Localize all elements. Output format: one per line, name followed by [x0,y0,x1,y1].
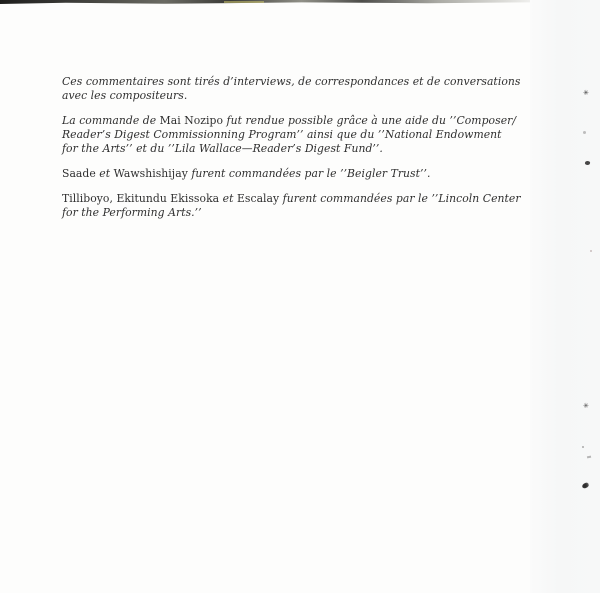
work-title: Saade [62,167,96,180]
booklet-text [62,75,532,231]
paragraph [62,75,532,103]
text-segment: furent commandées par le ’’Lincoln Center [279,192,521,205]
text-segment: et [95,167,114,180]
paragraph [62,192,532,220]
scan-speck: ✳ [583,402,589,410]
text-segment: for the Arts’’ et du ’’Lila Wallace—Reader’s Digest Fund’’. [62,142,383,155]
scan-speck: ✳ [583,89,589,97]
work-title: Mai Nozipo [159,114,224,127]
scanner-edge-artifact [0,0,548,4]
text-segment: Ces commentaires sont tirés d’interviews, de correspondances et de conversations [62,75,521,88]
work-title: Tilliboyo, Ekitundu Ekissoka [62,192,220,205]
work-title: Wawshishijay [113,167,188,180]
text-segment: fut rendue possible grâce à une aide du ’’Composer/ [223,114,517,127]
text-segment: Reader’s Digest Commissionning Program’’ ainsi que du ’’National Endowment [62,128,502,141]
text-segment: La commande de [62,114,160,127]
page-edge-strip [530,0,600,593]
text-segment: et [219,192,237,205]
scanner-edge-tint [224,1,264,3]
text-segment: avec les compositeurs. [62,89,188,102]
text-segment: furent commandées par le ’’Beigler Trust’’. [187,167,431,180]
work-title: Escalay [236,192,280,205]
text-segment: for the Performing Arts.’’ [62,206,202,219]
paragraph [62,167,532,181]
paragraph [62,114,532,156]
